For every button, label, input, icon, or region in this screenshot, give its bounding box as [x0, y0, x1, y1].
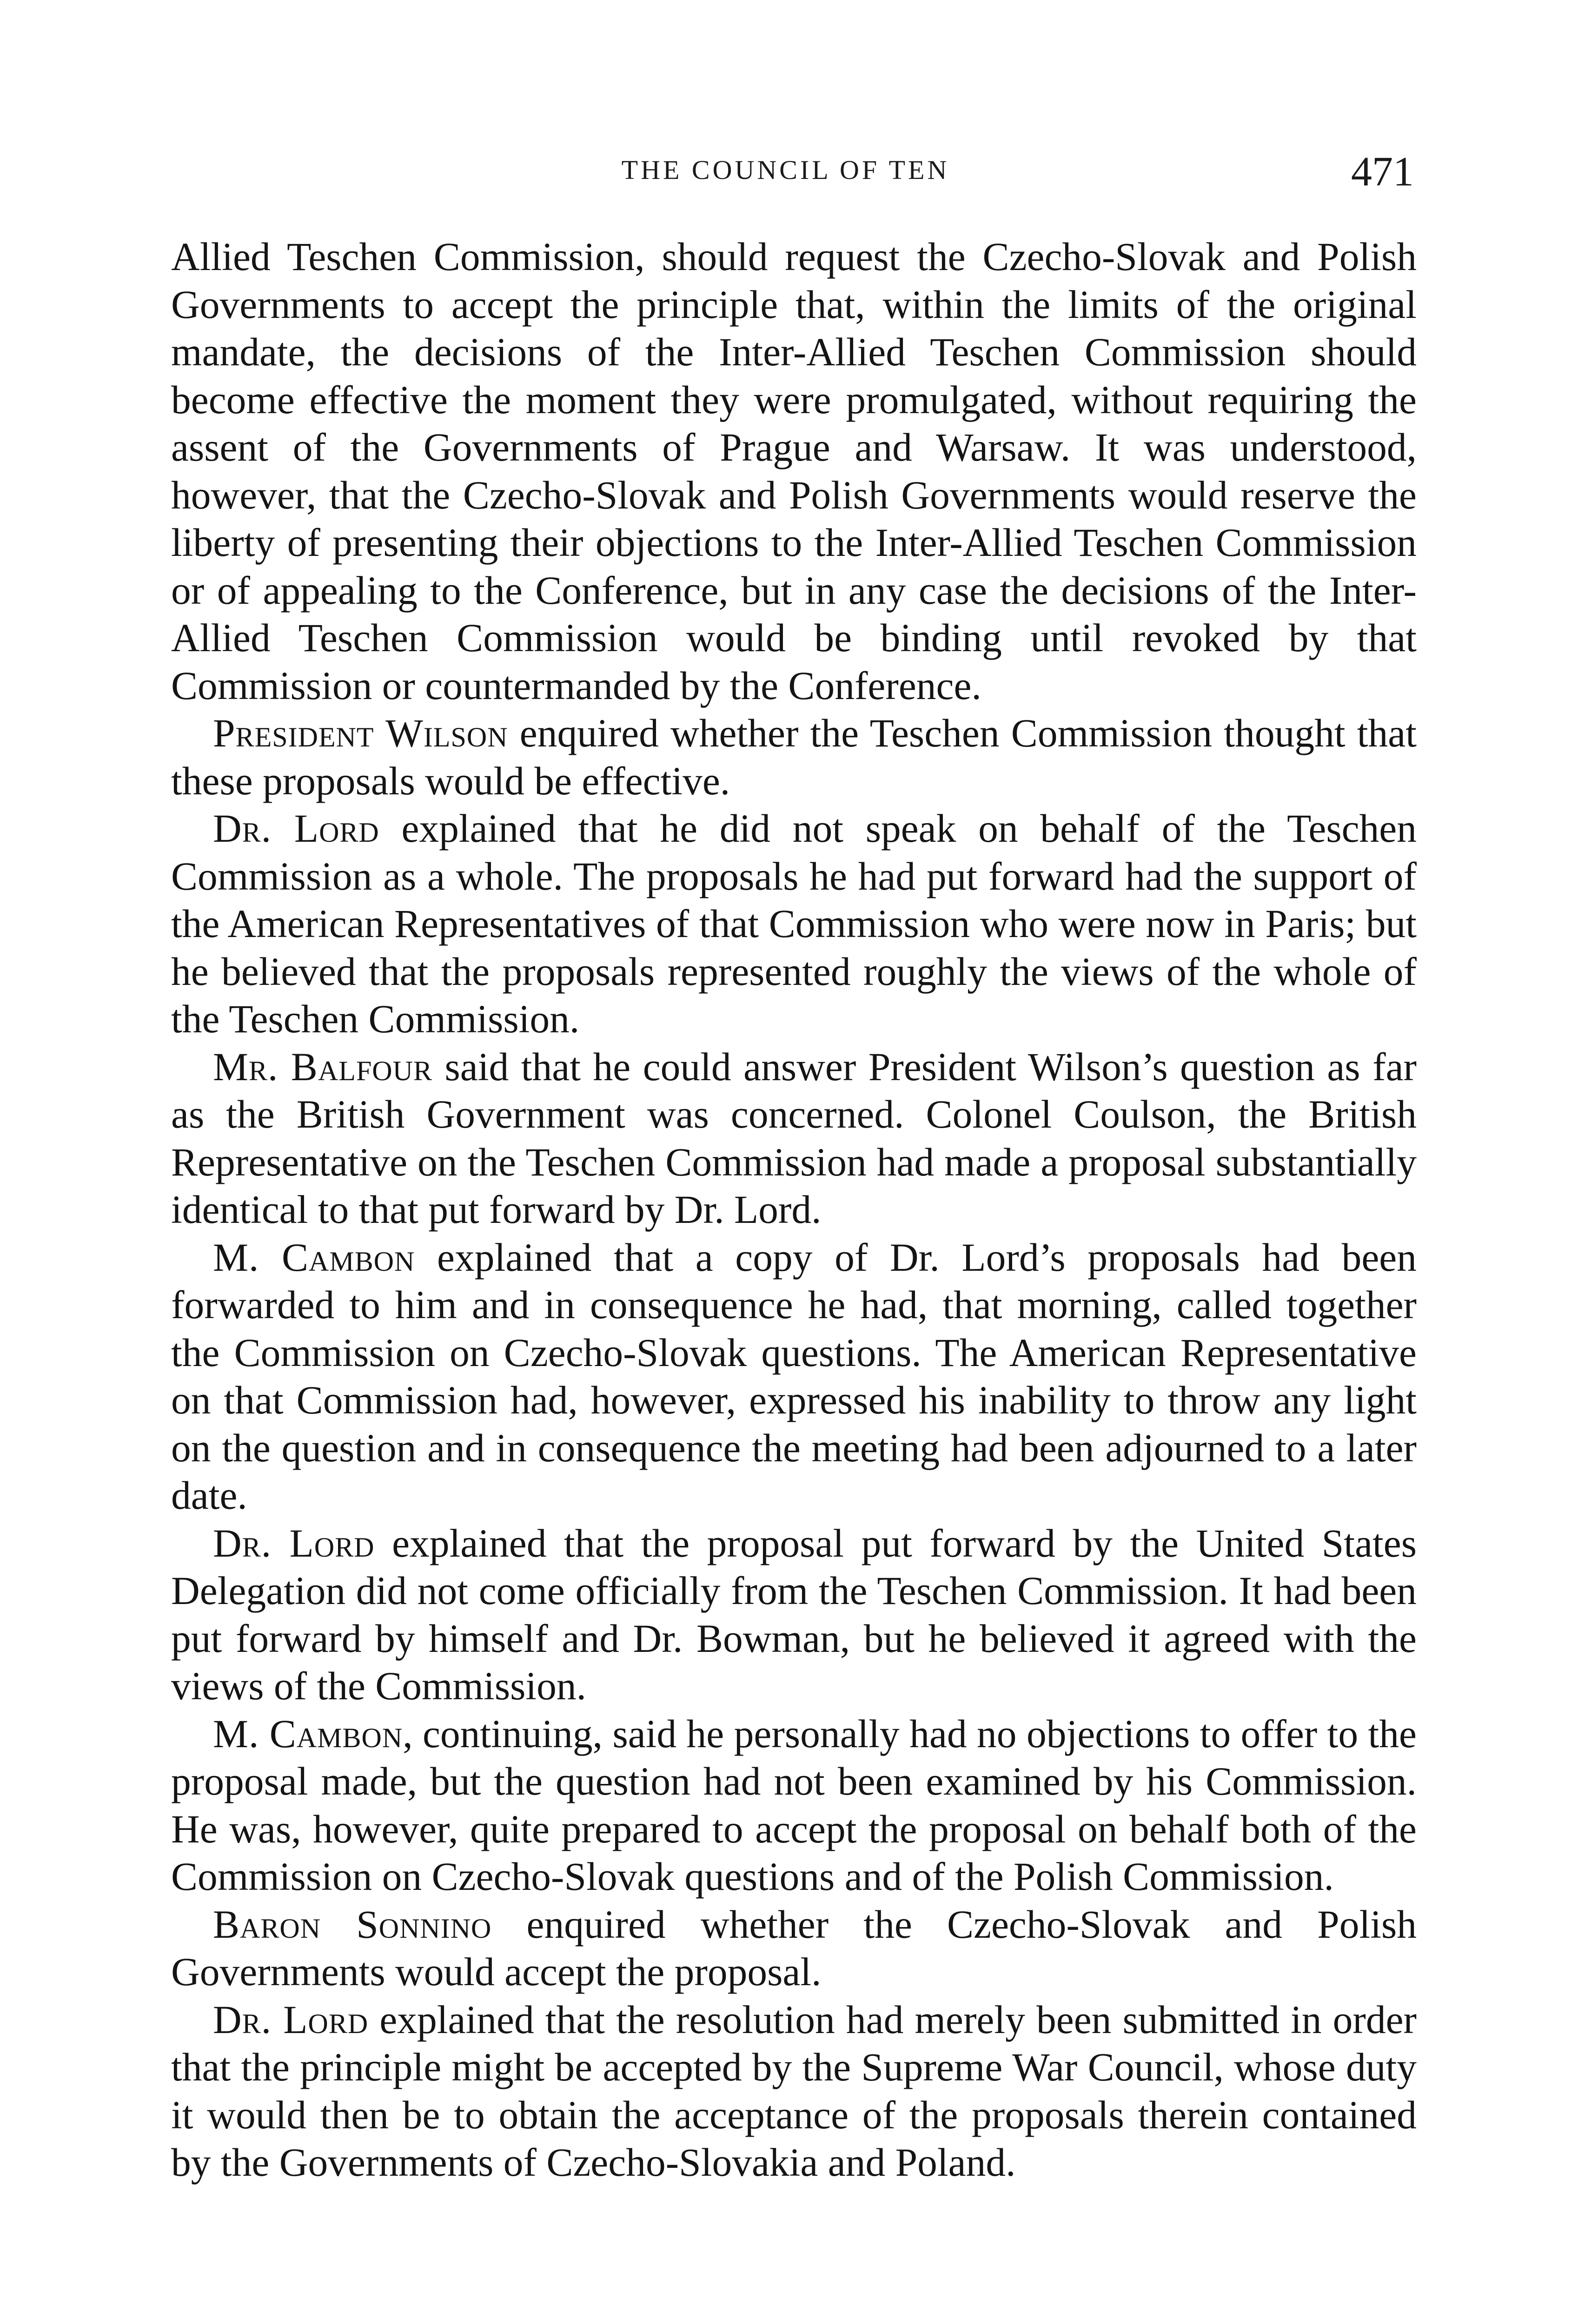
paragraph-text: enquired whether the Teschen Commission thought that these proposals would be effective. [171, 712, 1417, 803]
body-text [171, 233, 1417, 2187]
speaker-name: Dr. Lord [213, 807, 379, 851]
speaker-name: Dr. Lord [213, 1521, 375, 1565]
speaker-name: Baron Sonnino [213, 1902, 492, 1947]
paragraph-text: explained that a copy of Dr. Lord’s proposals had been forwarded to him and in consequence he had, that morning, called together the Commission on Czecho-Slovak questions. The American Representative on that Commission had, however, expressed his inability to throw any light on the question and in consequence the meeting had been adjourned to a later date. [171, 1235, 1417, 1518]
paragraph [171, 710, 1417, 805]
paragraph-text: enquired whether the Czecho-Slovak and Polish Governments would accept the proposal. [171, 1902, 1417, 1994]
paragraph [171, 1520, 1417, 1710]
paragraph-text: explained that the proposal put forward by the United States Delegation did not come officially from the Teschen Commission. It had been put forward by himself and Dr. Bowman, but he believed it agreed with the views of the Commission. [171, 1521, 1417, 1708]
paragraph-text: explained that he did not speak on behalf of the Teschen Commission as a whole. The proposals he had put forward had the support of the American Representatives of that Commission who were now in Paris; but he believed that the proposals represented roughly the views of the whole of the Teschen Commission. [171, 807, 1417, 1041]
paragraph [171, 1996, 1417, 2187]
speaker-name: Dr. Lord [213, 1998, 369, 2042]
running-title: THE COUNCIL OF TEN [621, 155, 950, 185]
paragraph-text: , continuing, said he personally had no objections to offer to the proposal made, but the question had not been examined by his Commission. He was, however, quite prepared to accept the proposal on behalf both of the Commission on Czecho-Slovak questions and of the Polish Commission. [171, 1712, 1417, 1899]
speaker-name: Mr. Balfour [213, 1045, 432, 1089]
paragraph [171, 1710, 1417, 1901]
paragraph-text: Allied Teschen Commission, should request the Czecho-Slovak and Polish Governments to accept the principle that, within the limits of the original mandate, the decisions of the Inter-Allied Teschen Commission should become effective the moment they were promulgated, without requiring the assent of the Governments of Prague and Warsaw. It was understood, however, that the Czecho-Slovak and Polish Governments would reserve the liberty of presenting their objections to the Inter-Allied Teschen Commission or of appealing to the Conference, but in any case the decisions of the Inter-Allied Teschen Commission would be binding until revoked by that Commission or countermanded by the Conference. [171, 235, 1417, 708]
speaker-name: M. Cambon [213, 1712, 403, 1756]
page-number: 471 [1351, 149, 1414, 195]
paragraph [171, 1043, 1417, 1234]
paragraph [171, 1901, 1417, 1996]
paragraph [171, 233, 1417, 710]
paragraph-text: explained that the resolution had merely been submitted in order that the principle might be accepted by the Supreme War Council, whose duty it would then be to obtain the acceptance of the proposals therein contained by the Governments of Czecho-Slovakia and Poland. [171, 1998, 1417, 2185]
speaker-name: President Wilson [213, 712, 508, 755]
paragraph [171, 805, 1417, 1043]
paragraph [171, 1234, 1417, 1520]
speaker-name: M. Cambon [213, 1235, 415, 1280]
paragraph-text: said that he could answer President Wilson’s question as far as the British Government was concerned. Colonel Coulson, the British Representative on the Teschen Commission had made a proposal substantially identical to that put forward by Dr. Lord. [171, 1045, 1417, 1232]
